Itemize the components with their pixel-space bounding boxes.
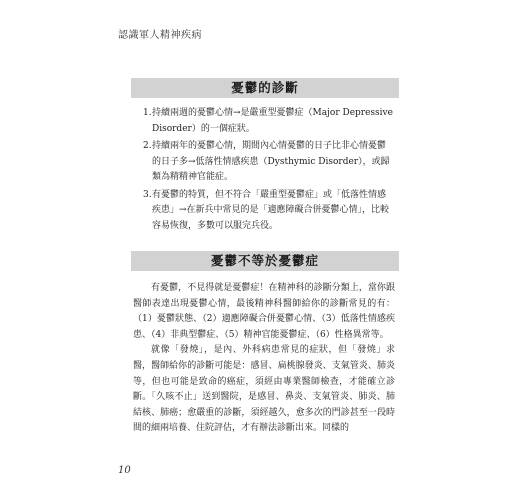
paragraph: 就像「發燒」，是內、外科病患常見的症狀，但「發燒」求醫，醫師給你的診斷可能是：感冒、扁桃腺發炎、支氣管炎、肺炎等，但也可能是致命的癌症，須經由專業醫師檢查，才能確立診斷。「久咳不止」送到醫院，是感冒、鼻炎、支氣管炎、肺炎、肺結核、肺癌；愈嚴重的診斷，須經越久，愈多次的門診甚至一段時間的細兩培養、住院評估，才有辦法診斷出來。同樣的: [133, 345, 395, 434]
list-item-text: 有憂鬱的特質，但不符合「嚴重型憂鬱症」或「低落性情感疾患」→在新兵中常見的是「適應障礙合併憂鬱心情」，比較容易恢復，多數可以服完兵役。: [152, 189, 390, 231]
list-number: 1.: [143, 108, 152, 118]
diagnosis-list: [143, 106, 393, 236]
list-item: [143, 139, 393, 186]
list-number: 2.: [143, 141, 152, 151]
list-number: 3.: [143, 189, 152, 200]
paragraph: 有憂鬱，不見得就是憂鬱症！在精神科的診斷分類上，當你跟醫師表達出現憂鬱心情，最後精神科醫師給你的診斷常見的有：（1）憂鬱狀態、（2）適應障礙合併憂鬱心情、（3）低落性情感疾患、（4）非典型鬱症、（5）精神官能憂鬱症、（6）性格異常等。: [133, 283, 395, 340]
list-item: [143, 188, 393, 235]
page-number: 10: [118, 465, 131, 476]
list-item-text: 持續兩週的憂鬱心情→是嚴重型憂鬱症（Major Depressive Disorder）的一個症狀。: [152, 108, 393, 134]
running-header: 認識軍人精神疾病: [118, 30, 202, 41]
body-text: [133, 281, 395, 437]
list-item: [143, 106, 393, 137]
section-heading-diagnosis: 憂鬱的診斷: [131, 78, 399, 98]
section-heading-not-depression: 憂鬱不等於憂鬱症: [131, 251, 399, 271]
list-item-text: 持續兩年的憂鬱心情，期間內心情憂鬱的日子比非心情憂鬱的日子多→低落性情感疾患（Dysthymic Disorder），或歸類為精精神官能症。: [152, 141, 390, 182]
